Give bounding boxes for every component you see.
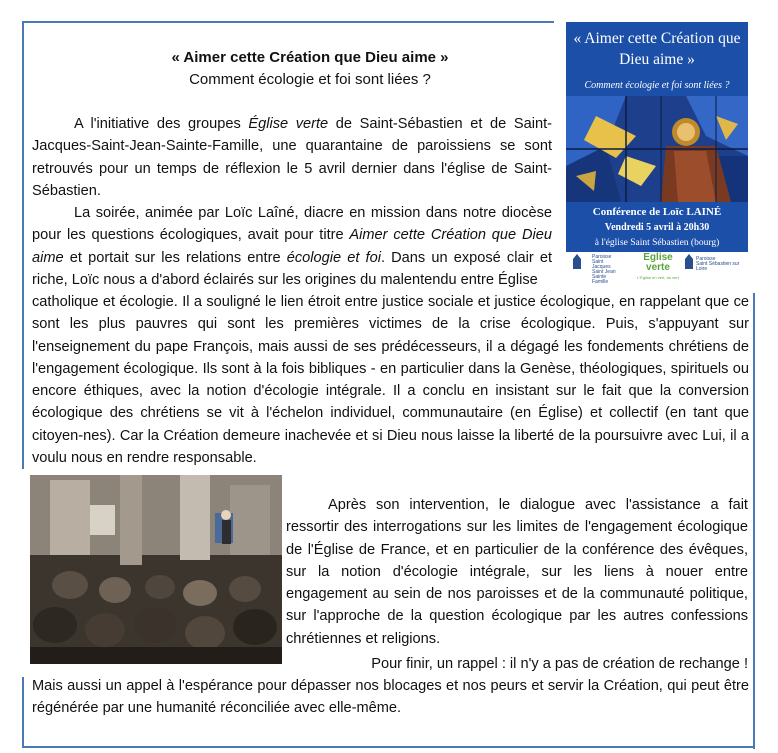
poster-title: « Aimer cette Création que Dieu aime »	[573, 30, 741, 68]
logo-parish-right: Paroisse Saint Sébastien sur Loire	[696, 256, 740, 272]
audience-image	[30, 475, 282, 664]
frame-right-rule	[753, 293, 755, 749]
article-title: « Aimer cette Création que Dieu aime »	[171, 49, 449, 66]
frame-top-rule	[22, 21, 554, 23]
conference-photo	[30, 475, 282, 664]
poster-place: à l'église Saint Sébastien (bourg)	[594, 238, 720, 248]
event-poster	[566, 22, 748, 285]
frame-bottom-rule	[22, 746, 755, 748]
poster-subtitle: Comment écologie et foi sont liées ?	[584, 80, 730, 91]
paragraph-conclusion: Mais aussi un appel à l'espérance pour dépasser nos blocages et nos peurs et servir la Création, qui peut être régénérée par une humanité réconciliée avec elle-même.	[32, 678, 749, 717]
church-icon	[684, 254, 694, 269]
paragraph-dialogue: Après son intervention, le dialogue avec l'assistance a fait ressortir des interrogations sur les limites de l'engagement écologique de l'Église de France, et en particulier de la conférence des évêques, sur la notion d'écologie intégrale, sur les liens à nouer entre engagement au sein de nos paroisses et de la communauté politique, sur l'approche de la question écologique par les autres confessions chrétiennes et religions.	[286, 497, 748, 647]
article-subtitle: Comment écologie et foi sont liées ?	[189, 71, 431, 88]
poster-speaker: Conférence de Loïc LAINÉ	[592, 206, 722, 218]
article-header	[60, 47, 560, 91]
poster-date: Vendredi 5 avril à 20h30	[604, 222, 710, 233]
frame-mid-left-rule	[22, 297, 24, 469]
paragraph-evening-continued: catholique et écologie. Il a souligné le lien étroit entre justice sociale et justice écologique, en rappelant que ce sont les plus pauvres qui sont les premières victimes de la crise écologique. Puis, s'appuyant sur l'enseignement du pape François, mais aussi de ses prédécesseurs, il a dégagé les fondements chrétiens de l'engagement écologique. Ils sont à la fois bibliques - en particulier dans la Genèse, théologiques, spirituels ou encore éthiques, avec la notion d'écologie intégrale. Il a conclu en insistant sur le fait que la conversion écologique des chrétiens se vit à l'échelon individuel, communautaire (en Église) et collectif (en tant que citoyen-nes). Car la Création demeure inachevée et si Dieu nous laisse la liberté de la poursuivre avec Lui, il a voulu nous en rendre responsable.	[32, 294, 749, 467]
frame-bottom-left-rule	[22, 677, 24, 747]
stained-glass-image	[566, 96, 748, 202]
poster-logos	[566, 252, 748, 285]
logo-parish-left: Paroisse Saint Jacques Saint Jean Sainte Famille	[592, 254, 616, 285]
paragraph-intro: A l'initiative des groupes Église verte de Saint-Sébastien et de Saint-Jacques-Saint-Jean-Sainte-Famille, une quarantaine de paroissiens se sont retrouvés pour un temps de réflexion le 5 avril dernier dans l'église de Saint-Sébastien.	[32, 116, 552, 199]
church-icon	[572, 254, 582, 269]
paragraph-evening: La soirée, animée par Loïc Laîné, diacre en mission dans notre diocèse pour les questions écologiques, avait pour titre Aimer cette Création que Dieu aime et portait sur les relations entre écologie et foi. Dans un exposé clair et riche, Loïc nous a d'abord éclairés sur les origines du malentendu entre Église	[32, 205, 552, 288]
logo-eglise-verte: Eglise verte L'Église en vert, du vert	[637, 252, 679, 280]
frame-left-rule	[22, 21, 24, 297]
paragraph-conclusion-first-line: Pour finir, un rappel : il n'y a pas de création de rechange !	[371, 656, 748, 672]
